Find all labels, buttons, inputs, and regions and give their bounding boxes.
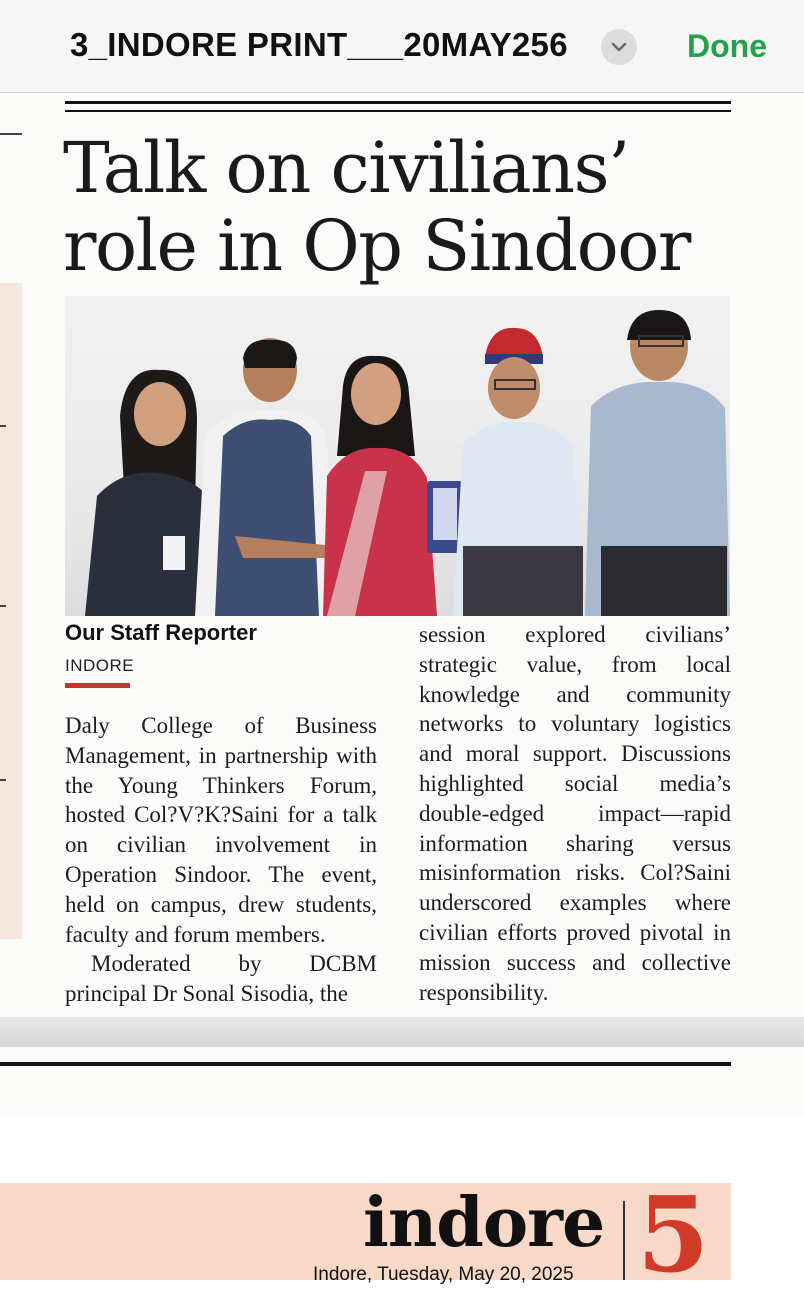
done-button[interactable]: Done: [687, 28, 767, 64]
newspaper-page[interactable]: [0, 93, 804, 1113]
adjacent-column-text-fragment: [0, 779, 6, 781]
photo-illustration: [65, 296, 730, 616]
byline: Our Staff Reporter: [65, 620, 257, 645]
top-rule: [65, 101, 731, 104]
chevron-down-icon[interactable]: [601, 29, 637, 65]
chevron-down-glyph: [610, 40, 628, 54]
article-paragraph: Daly College of Business Management, in partnership with the Young Thinkers Forum, hosted Col?V?K?Saini for a talk on civilian involvement in Operation Sindoor. The event, held on campus, drew students, faculty and forum members.: [65, 713, 377, 947]
document-title: 3_INDORE PRINT___20MAY256: [70, 26, 568, 63]
top-rule-thin: [65, 110, 731, 112]
bottom-rule: [0, 1062, 731, 1066]
masthead-divider: [623, 1201, 625, 1280]
article-paragraph: session explored civilians’ strategic value, from local knowledge and community networks to voluntary logistics and moral support. Discussions highlighted social media’s double-edged impact—rapid information sharing versus misinformation risks. Col?Saini underscored examples where civilian efforts proved pivotal in mission success and collective responsibility.: [419, 622, 731, 1005]
adjacent-column-text-fragment: [0, 425, 6, 427]
page-gap: [0, 1017, 804, 1047]
adjacent-column: [0, 283, 22, 939]
adjacent-column-rule: [0, 133, 22, 135]
headline: [63, 129, 763, 285]
dateline-accent-bar: [65, 683, 130, 688]
adjacent-column-text-fragment: [0, 605, 6, 607]
article-paragraph: Moderated by DCBM principal Dr Sonal Sisodia, the: [65, 951, 377, 1007]
page-date: Indore, Tuesday, May 20, 2025: [313, 1264, 574, 1285]
viewer-toolbar: [0, 0, 804, 93]
page-number: 5: [637, 1173, 710, 1296]
headline-line-1: Talk on civilians’: [63, 127, 629, 209]
dateline: INDORE: [65, 656, 135, 675]
headline-line-2: role in Op Sindoor: [63, 205, 690, 287]
article-column-left: [65, 711, 377, 1009]
section-title: indore: [363, 1183, 605, 1263]
news-photo: [65, 296, 730, 616]
next-page-masthead: [0, 1173, 731, 1296]
article-column-right: [419, 620, 731, 1007]
